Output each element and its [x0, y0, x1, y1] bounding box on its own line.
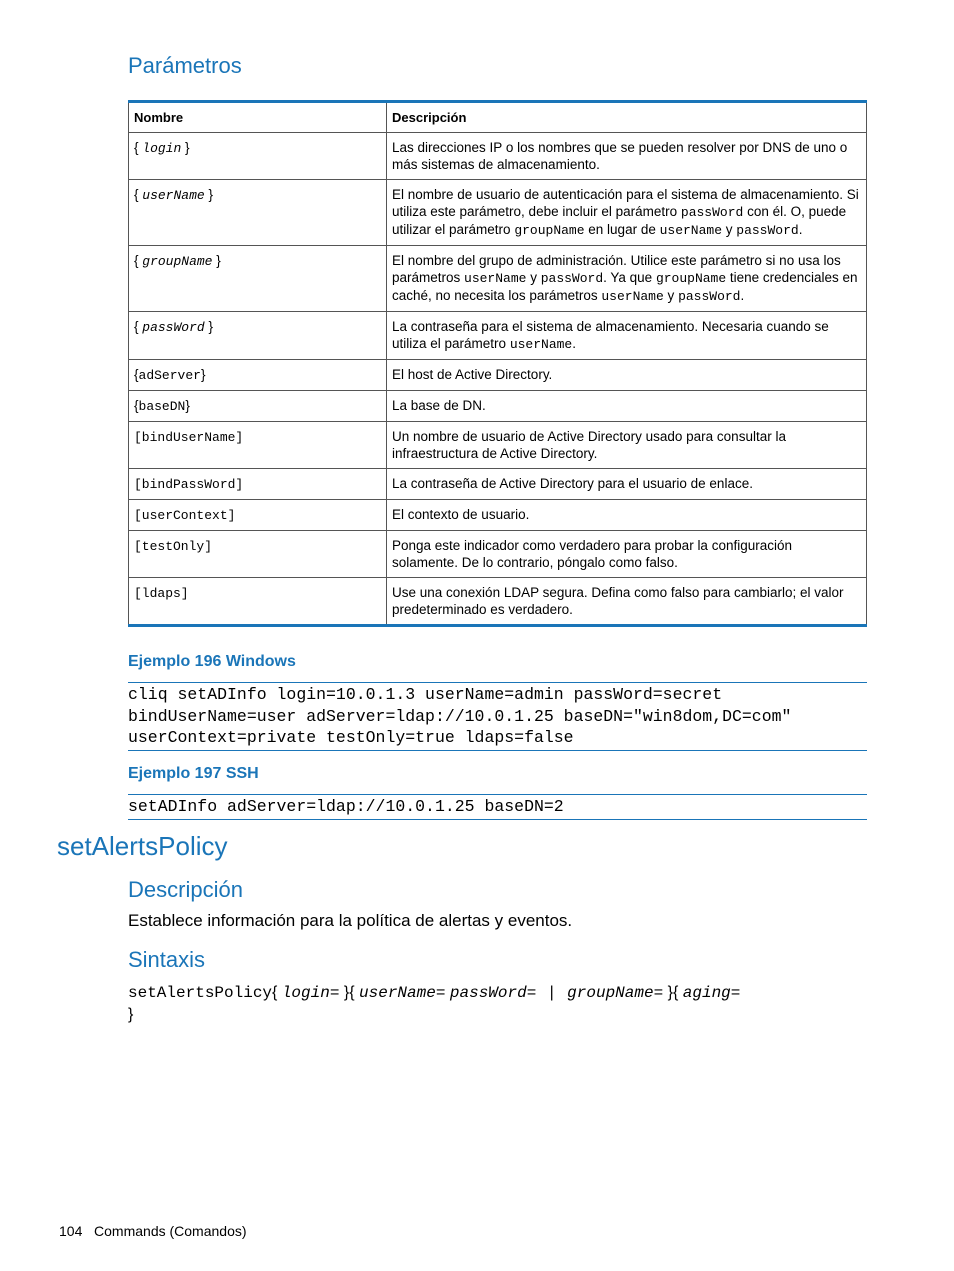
param-description-cell — [387, 133, 867, 180]
param-name: userName — [142, 188, 205, 203]
description-code: userName — [659, 223, 723, 238]
description-text: y — [722, 222, 737, 237]
column-header-nombre: Nombre — [129, 102, 387, 133]
description-text: La contraseña para el sistema de almacenamiento. Necesaria cuando se utiliza el parámetro — [392, 319, 829, 351]
param-description-cell — [387, 360, 867, 391]
description-code: passWord — [540, 271, 604, 286]
table-row — [129, 531, 867, 578]
param-brace: } — [212, 253, 221, 268]
description-text: en lugar de — [584, 222, 660, 237]
param-description-cell — [387, 391, 867, 422]
description-code: passWord — [678, 289, 741, 304]
param-name-cell — [129, 500, 387, 531]
description-text: con él. O, puede utilizar el parámetro — [392, 204, 847, 237]
param-name-cell — [129, 133, 387, 180]
param-brace: { — [134, 253, 143, 268]
syntax-login: login= — [281, 984, 340, 1002]
example-196-code: cliq setADInfo login=10.0.1.3 userName=admin passWord=secret bindUserName=user adServer=ldap://10.0.1.25 baseDN="win8dom,DC=com" userContext=private testOnly=true ldaps=false — [128, 682, 867, 751]
param-brace: } — [204, 187, 213, 202]
param-name-cell — [129, 312, 387, 360]
syntax-aging: aging= — [682, 984, 741, 1002]
param-name-cell — [129, 469, 387, 500]
table-row — [129, 360, 867, 391]
syntax-line — [128, 982, 873, 1025]
description-text: y — [663, 288, 679, 303]
param-name-cell — [129, 180, 387, 246]
param-name-cell — [129, 246, 387, 312]
param-description-cell — [387, 180, 867, 246]
param-description-cell — [387, 422, 867, 469]
section-heading-parametros: Parámetros — [128, 53, 242, 78]
param-brace: { — [134, 319, 143, 334]
param-name: [userContext] — [134, 508, 236, 523]
syntax-brace-final: } — [128, 1006, 134, 1023]
table-row — [129, 469, 867, 500]
param-name: [bindUserName] — [134, 430, 244, 445]
param-name-cell — [129, 360, 387, 391]
param-name-cell — [129, 422, 387, 469]
param-name-cell — [129, 531, 387, 578]
parameters-table — [128, 100, 867, 627]
table-row — [129, 500, 867, 531]
syntax-brace: }{ — [667, 984, 683, 1001]
table-row — [129, 312, 867, 360]
table-row — [129, 391, 867, 422]
description-text: y — [526, 270, 541, 285]
param-description-cell — [387, 469, 867, 500]
description-text: Establece información para la política de alertas y eventos. — [128, 911, 573, 930]
description-code: passWord — [736, 223, 799, 238]
description-code: passWord — [680, 205, 744, 220]
description-text: La base de DN. — [392, 398, 486, 413]
description-text: . Ya que — [603, 270, 656, 285]
param-brace: { — [134, 140, 143, 155]
syntax-command: setAlertsPolicy — [128, 984, 273, 1002]
description-code: groupName — [655, 271, 727, 286]
param-brace: } — [204, 319, 213, 334]
description-code: userName — [464, 271, 527, 286]
column-header-descripcion: Descripción — [387, 102, 867, 133]
example-197-code: setADInfo adServer=ldap://10.0.1.25 baseDN=2 — [128, 794, 867, 820]
table-header-row — [129, 102, 867, 133]
syntax-username: userName= — [359, 984, 446, 1002]
description-text: . — [798, 222, 803, 237]
param-name-cell — [129, 578, 387, 626]
page-footer — [59, 1223, 247, 1239]
description-text: . — [572, 336, 576, 351]
param-brace: } — [200, 367, 206, 382]
table-body — [129, 133, 867, 626]
description-text: El nombre del grupo de administración. Utilice este parámetro si no usa los parámetros — [392, 253, 841, 285]
description-text: Use una conexión LDAP segura. Defina como falso para cambiarlo; el valor predeterminado es verdadero. — [392, 585, 844, 617]
param-description-cell — [387, 312, 867, 360]
syntax-brace: { — [272, 984, 282, 1001]
syntax-password: passWord= — [449, 984, 537, 1002]
param-description-cell — [387, 246, 867, 312]
description-text: Ponga este indicador como verdadero para probar la configuración solamente. De lo contrario, póngalo como falso. — [392, 538, 792, 570]
param-name: [testOnly] — [134, 539, 213, 554]
param-name: [ldaps] — [134, 586, 189, 601]
param-description-cell — [387, 500, 867, 531]
param-name: passWord — [142, 320, 205, 335]
param-brace: { — [134, 367, 139, 382]
param-brace: } — [181, 140, 190, 155]
syntax-brace: }{ — [339, 984, 360, 1001]
param-name: login — [142, 141, 182, 156]
description-text: El nombre de usuario de autenticación para el sistema de almacenamiento. Si utiliza este parámetro, debe incluir el parámetro — [392, 187, 859, 219]
example-197-label: Ejemplo 197 SSH — [128, 765, 259, 782]
param-brace: } — [185, 398, 190, 413]
description-code: groupName — [514, 223, 585, 238]
table-row — [129, 246, 867, 312]
param-name: adServer — [138, 368, 201, 383]
page-number: 104 — [59, 1223, 83, 1239]
description-text: . — [740, 288, 745, 303]
param-name: groupName — [142, 254, 213, 269]
param-brace: { — [134, 398, 139, 413]
description-text: Un nombre de usuario de Active Directory usado para consultar la infraestructura de Active Directory. — [392, 429, 786, 461]
command-title: setAlertsPolicy — [57, 831, 228, 861]
syntax-groupname: groupName= — [567, 984, 664, 1002]
param-brace: { — [134, 187, 143, 202]
description-text: El contexto de usuario. — [392, 507, 530, 522]
example-196-label: Ejemplo 196 Windows — [128, 653, 296, 670]
table-row — [129, 133, 867, 180]
description-text: La contraseña de Active Directory para el usuario de enlace. — [392, 476, 753, 491]
section-heading-descripcion: Descripción — [128, 877, 243, 902]
syntax-pipe: | — [549, 984, 554, 1001]
description-code: userName — [601, 289, 664, 304]
table-row — [129, 578, 867, 626]
description-text: Las direcciones IP o los nombres que se pueden resolver por DNS de uno o más sistemas de almacenamiento. — [392, 140, 848, 172]
param-name-cell — [129, 391, 387, 422]
param-name: [bindPassWord] — [134, 477, 244, 492]
table-row — [129, 180, 867, 246]
param-description-cell — [387, 531, 867, 578]
footer-section: Commands (Comandos) — [94, 1223, 247, 1239]
param-description-cell — [387, 578, 867, 626]
section-heading-sintaxis: Sintaxis — [128, 947, 206, 972]
table-row — [129, 422, 867, 469]
description-text: El host de Active Directory. — [392, 367, 553, 382]
param-name: baseDN — [138, 399, 186, 414]
description-text: tiene credenciales en caché, no necesita los parámetros — [392, 270, 858, 303]
description-code: userName — [509, 337, 573, 352]
